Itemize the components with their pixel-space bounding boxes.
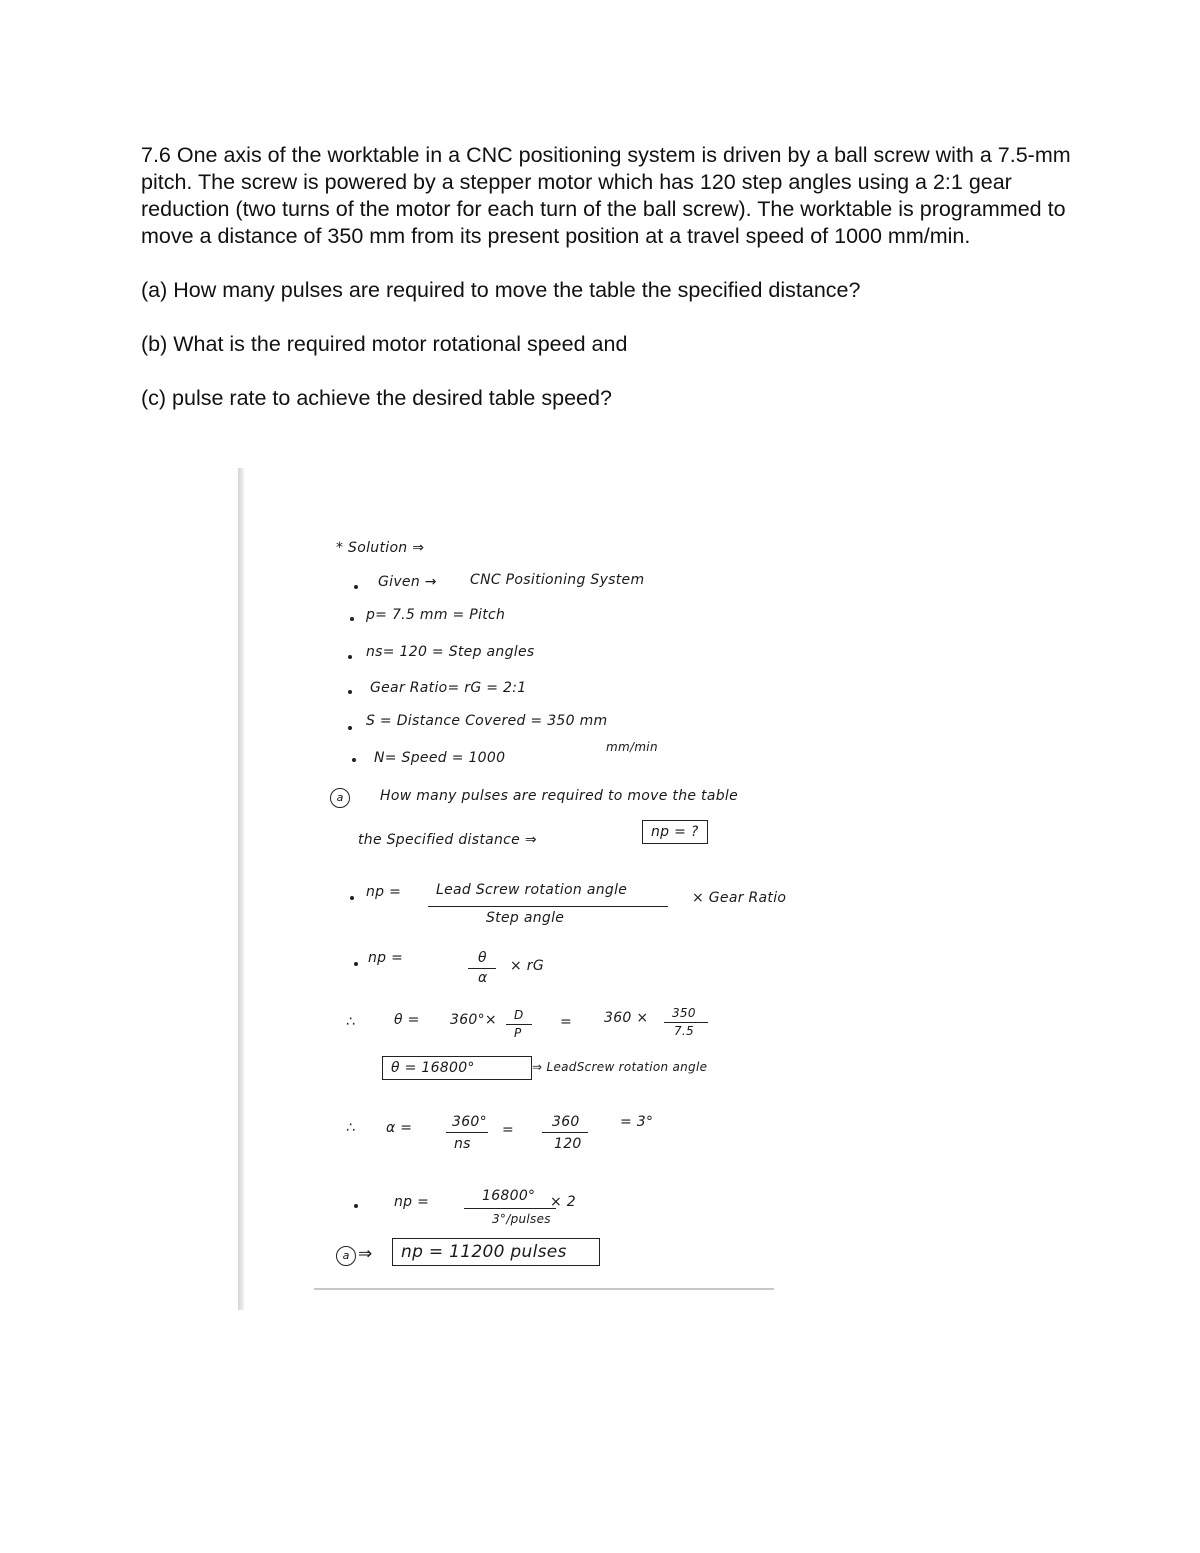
part-a-line-2: the Specified distance ⇒ (358, 832, 537, 848)
fraction-bar (506, 1024, 532, 1025)
theta-lhs: θ = (394, 1012, 420, 1028)
question-a: (a) How many pulses are required to move the table the specified distance? (141, 278, 861, 302)
pitch-line: p= 7.5 mm = Pitch (366, 607, 506, 623)
given-value: CNC Positioning System (470, 572, 645, 588)
question-c: (c) pulse rate to achieve the desired table speed? (141, 386, 612, 410)
question-b: (b) What is the required motor rotational speed and (141, 332, 628, 356)
part-a-line-1: How many pulses are required to move the table (380, 788, 738, 804)
part-a-marker: a (330, 788, 350, 808)
bullet (350, 617, 354, 621)
answer-marker: a (336, 1246, 356, 1266)
bullet (354, 962, 358, 966)
theta-frac-numerator: D (514, 1008, 524, 1022)
np-formula-lhs: np = (366, 884, 402, 900)
alpha-lhs: α = (386, 1120, 413, 1136)
np-calc-rhs: × 2 (550, 1194, 576, 1210)
solution-heading: * Solution ⇒ (336, 540, 425, 556)
problem-statement: 7.6 One axis of the worktable in a CNC positioning system is driven by a ball screw with a 7.5-mm pitch. The screw is powered by a stepper motor which has 120 step angles using a 2:1 gear reduction (two turns of the motor for each turn of the ball screw). The worktable is programmed to move a distance of 350 mm from its present position at a travel speed of 1000 mm/min. (141, 143, 1071, 248)
problem-text (141, 142, 1071, 412)
therefore-sign: ∴ (346, 1014, 356, 1030)
speed-line: N= Speed = 1000 (374, 750, 506, 766)
theta-result-box: θ = 16800° (382, 1056, 532, 1080)
bullet (352, 758, 356, 762)
answer-arrow: ⇒ (358, 1244, 373, 1264)
therefore-sign: ∴ (346, 1120, 356, 1136)
theta-value-numerator: 350 (672, 1006, 696, 1020)
np-eq2-denominator: α (478, 970, 488, 986)
np-eq2-numerator: θ (478, 950, 487, 966)
theta-value-a: 360 × (604, 1010, 649, 1026)
theta-equals: = (560, 1014, 573, 1030)
scan-left-edge (238, 468, 244, 1310)
np-eq2-lhs: np = (368, 950, 404, 966)
step-angles-line: ns= 120 = Step angles (366, 644, 535, 660)
np-formula-rhs: × Gear Ratio (692, 890, 787, 906)
alpha-denominator: ns (454, 1136, 471, 1152)
scan-bottom-edge (314, 1288, 774, 1290)
alpha-equals: = (502, 1122, 515, 1138)
speed-unit: mm/min (606, 740, 658, 754)
handwritten-solution-scan (238, 468, 878, 1310)
fraction-bar (464, 1208, 556, 1209)
theta-frac-denominator: P (514, 1026, 522, 1040)
theta-note: ⇒ LeadScrew rotation angle (532, 1060, 708, 1074)
np-formula-denominator: Step angle (486, 910, 565, 926)
fraction-bar (468, 968, 496, 969)
given-label: Given → (378, 574, 437, 590)
fraction-bar (542, 1132, 588, 1133)
np-calc-lhs: np = (394, 1194, 430, 1210)
gear-ratio-line: Gear Ratio= rG = 2:1 (370, 680, 527, 696)
bullet (354, 585, 358, 589)
np-unknown-box: np = ? (642, 820, 708, 844)
theta-mid: 360°× (450, 1012, 497, 1028)
np-calc-numerator: 16800° (482, 1188, 536, 1204)
bullet (348, 655, 352, 659)
bullet (348, 690, 352, 694)
alpha-result: = 3° (620, 1114, 654, 1130)
alpha-numerator-2: 360 (552, 1114, 580, 1130)
answer-box: np = 11200 pulses (392, 1238, 600, 1266)
bullet (350, 896, 354, 900)
np-eq2-rhs: × rG (510, 958, 544, 974)
alpha-numerator: 360° (452, 1114, 487, 1130)
alpha-denominator-2: 120 (554, 1136, 582, 1152)
fraction-bar (428, 906, 668, 907)
np-formula-numerator: Lead Screw rotation angle (436, 882, 628, 898)
np-calc-denominator: 3°/pulses (492, 1212, 551, 1226)
theta-value-denominator: 7.5 (674, 1024, 694, 1038)
fraction-bar (664, 1022, 708, 1023)
fraction-bar (446, 1132, 488, 1133)
distance-line: S = Distance Covered = 350 mm (366, 713, 608, 729)
bullet (348, 726, 352, 730)
bullet (354, 1204, 358, 1208)
